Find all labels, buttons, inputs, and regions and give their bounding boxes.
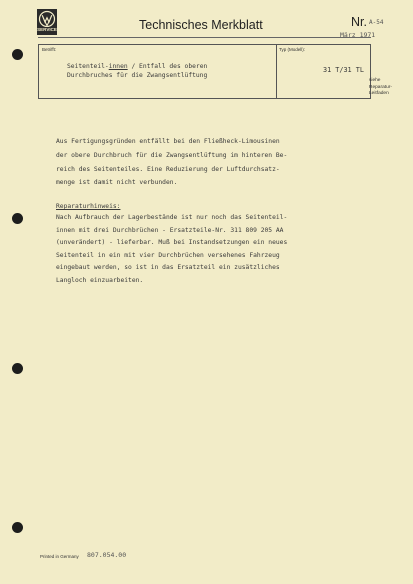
document-date: März 1971 [340,31,376,39]
punch-hole [12,522,23,533]
subject-underlined: innen [108,63,128,70]
text-line: Aus Fertigungsgründen entfällt bei den Fließheck-Limousinen [56,138,280,145]
punch-hole [12,363,23,374]
side-note-line: Leitfaden [369,91,389,96]
number-label: Nr. [351,15,367,29]
repair-paragraph [56,212,366,288]
document-title: Technisches Merkblatt [139,18,263,32]
punch-hole [12,49,23,60]
document-number: A-54 [369,19,384,26]
subject-text [67,62,267,80]
text-line: Langloch einzuarbeiten. [56,276,144,284]
subject-box [38,44,371,99]
betrifft-label: Betrifft: [42,47,57,52]
side-note-line: siehe [369,78,381,83]
logo-label: SERVICE [37,27,57,32]
typ-label: Typ (Modell): [279,47,306,52]
box-divider [276,45,277,98]
intro-paragraph [56,135,366,190]
text-line: der obere Durchbruch für die Zwangsentlüftung im hinteren Be- [56,151,288,159]
side-note [369,78,409,98]
text-line: (unverändert) - lieferbar. Muß bei Instandsetzungen ein neues [56,239,288,247]
model-value: 31 T/31 TL [323,66,364,74]
text-line: innen mit drei Durchbrüchen - Ersatzteile-Nr. 311 809 205 AA [56,226,284,234]
text-line: reich des Seitenteiles. Eine Reduzierung der Luftdurchsatz- [56,165,280,173]
side-note-line: Reparatur- [369,84,392,90]
text-line: Nach Aufbrauch der Lagerbestände ist nur noch das Seitenteil- [56,214,288,221]
text-line: eingebaut werden, so ist in das Ersatzteil ein zusätzliches [56,264,280,272]
text-line: menge ist damit nicht verbunden. [56,179,178,187]
repair-heading: Reparaturhinweis: [56,203,121,210]
subject-part: Seitenteil- [67,63,109,70]
part-number: 807.054.00 [87,551,127,559]
printed-note: Printed in Germany [40,554,79,559]
punch-hole [12,213,23,224]
header-rule [38,37,371,38]
text-line: Seitenteil in ein mit vier Durchbrüchen versehenes Fahrzeug [56,251,280,259]
subject-part: / Entfall des oberen [127,63,208,70]
subject-line: Durchbruches für die Zwangsentlüftung [67,72,208,79]
